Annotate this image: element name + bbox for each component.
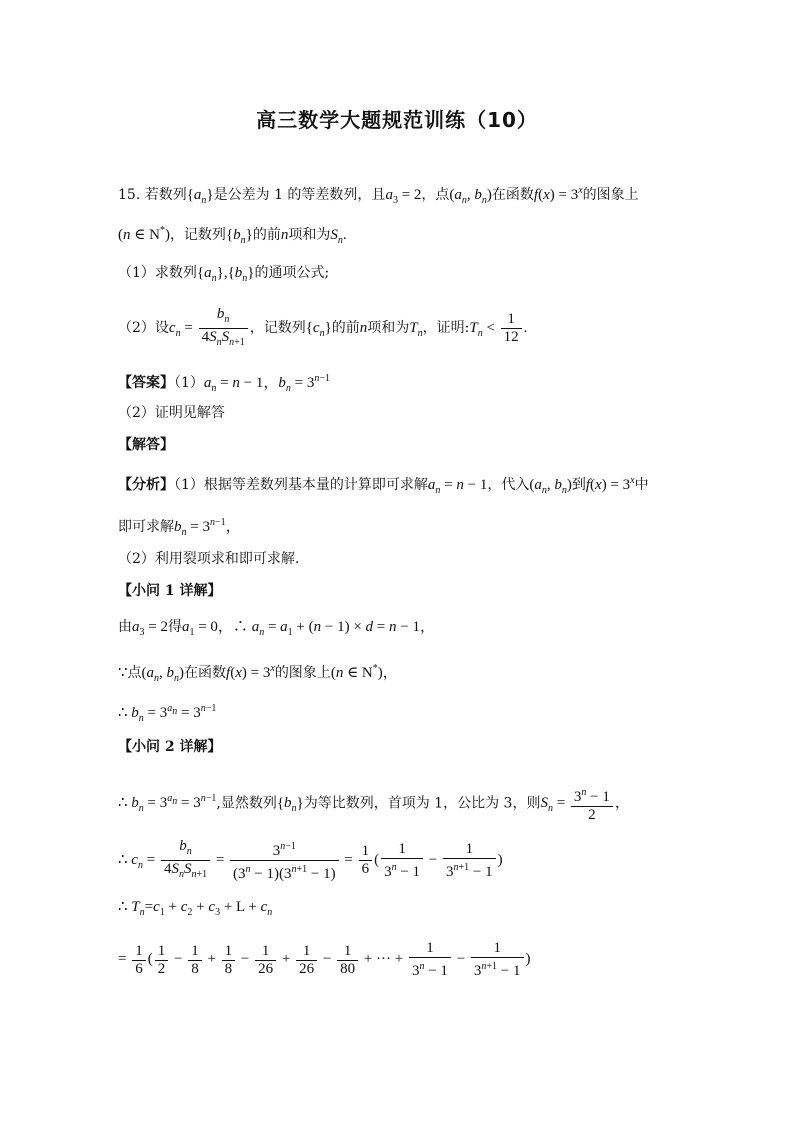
question-1 xyxy=(118,264,329,288)
detail-1-line-1 xyxy=(118,618,435,642)
math-inequality: $T_n$ < $\frac{1}{12}$ . xyxy=(469,311,528,345)
text: 到 xyxy=(571,477,586,493)
text: 项和为 xyxy=(288,227,331,243)
detail-1-label: 【小问 1 详解】 xyxy=(118,583,222,599)
text: 为等比数列，首项为 1，公比为 3，则 xyxy=(303,795,541,812)
math-seqs: $\{a_n\},\{b_n\}$ xyxy=(196,265,255,284)
detail-2-line-1 xyxy=(118,784,630,824)
problem-number: 15. xyxy=(118,187,141,203)
solution-label: 【解答】 xyxy=(118,437,174,453)
detail-1-line-3 xyxy=(118,700,216,728)
math-cn-def: $c_n$ = $\frac{b_n}{4S_nS_{n+1}}$ xyxy=(169,320,250,336)
text: （1） xyxy=(174,375,204,391)
text: 由 xyxy=(118,619,132,635)
detail-2-line-4 xyxy=(118,940,531,980)
text: 的前 xyxy=(331,319,360,336)
text: （1）根据等差数列基本量的计算即可求解 xyxy=(174,477,428,493)
math-answer-1: $a_n = n - 1$，$b_n = 3^{n-1}$ xyxy=(203,373,330,394)
text: 即可求解 xyxy=(118,519,174,535)
math-Sn: $S_n$. xyxy=(330,227,347,246)
math-point: ($a_n$, $b_n$) xyxy=(449,187,492,206)
analysis-line-2 xyxy=(118,514,241,542)
question-2 xyxy=(118,306,527,351)
math-Tn-sum: ∴ $T_n=c_1 + c_2 + c_3 + L + c_n$ xyxy=(118,899,273,918)
analysis-line-3: （2）利用裂项求和即可求解. xyxy=(118,551,300,567)
math-fx: $f(x) = 3^x$ xyxy=(226,663,275,681)
text: ，证明: xyxy=(422,319,470,336)
answer-label: 【答案】 xyxy=(118,375,174,391)
math-n: n xyxy=(359,319,368,336)
problem-line-1 xyxy=(118,182,639,210)
text: 的图象上 xyxy=(274,665,331,681)
math-bn: $b_n = 3^{n-1}$， xyxy=(174,517,241,538)
text: 在函数 xyxy=(491,187,534,203)
because-icon: ∵ xyxy=(118,665,128,681)
math-seq-cn: $\{c_n\}$ xyxy=(305,319,332,339)
text: 在函数 xyxy=(184,665,227,681)
text: （1）求数列 xyxy=(118,265,197,281)
detail-2-line-2 xyxy=(118,838,503,883)
text: 中 xyxy=(634,477,649,493)
math: $a_1 = 0$，∴ $a_n = a_1 + (n - 1) \times d = n - 1$， xyxy=(181,619,435,638)
math-Sn-formula: $S_n$ = $\frac{3^n - 1}{2}$ ， xyxy=(540,795,629,811)
math: (n ∈ N*)， xyxy=(330,663,398,681)
text: 若数列 xyxy=(144,187,187,203)
math: ∴ $b_n = 3^{a_n} = 3^{n-1}$ xyxy=(118,703,217,724)
problem-line-2 xyxy=(118,222,347,250)
math-fx: $f(x) = 3^x$ xyxy=(533,185,583,203)
math-a3: $a_3 = 2$ xyxy=(385,187,422,206)
page-title: 高三数学大题规范训练（10） xyxy=(256,108,538,132)
detail-2-label: 【小问 2 详解】 xyxy=(118,739,222,755)
text: 的通项公式; xyxy=(254,265,330,281)
math-n: n xyxy=(280,227,289,243)
analysis-line-1 xyxy=(118,472,649,500)
text: （2）设 xyxy=(118,319,169,336)
math-an: $a_n = n - 1$ xyxy=(427,477,488,496)
answer-line-2: （2）证明见解答 xyxy=(118,405,225,421)
text: 是公差为 1 的等差数列，且 xyxy=(213,187,386,203)
text: 的图象上 xyxy=(582,187,639,203)
math-n-domain: (n ∈ N*) xyxy=(118,225,170,243)
text: 点 xyxy=(127,665,142,681)
math-Tn: $T_n$ xyxy=(409,319,423,339)
text: 得 xyxy=(167,619,182,635)
text: ，点 xyxy=(421,187,450,203)
detail-2-line-3 xyxy=(118,898,272,922)
math-seq-bn: $\{b_n\}$ xyxy=(276,795,304,815)
math: $a_3 = 2$ xyxy=(132,619,168,638)
text: 项和为 xyxy=(367,319,410,336)
math: ∴ $b_n = 3^{a_n} = 3^{n-1}$ xyxy=(118,793,217,815)
answer-line-1 xyxy=(118,370,330,398)
math-cn-expansion: ∴ $c_n$ = $\frac{b_n}{4S_nS_{n+1}}$ = $\frac{3^{n-1}}{(3^n - 1)(3^{n+1} - 1)}$ = $\frac{1}{6}$ ( $\frac{1}{3^n - 1}$ − $\frac{1}{3^{n+1} - 1}$ ) xyxy=(118,838,503,882)
math-seq-bn: $\{b_n\}$ xyxy=(225,227,253,246)
math-seq-an: $\{a_n\}$ xyxy=(186,187,214,206)
detail-1-line-2 xyxy=(118,660,398,688)
text: 的前 xyxy=(252,227,281,243)
text: ,显然数列 xyxy=(216,795,277,812)
analysis-label: 【分析】 xyxy=(118,477,174,493)
math-point: ($a_n$, $b_n$) xyxy=(529,477,572,496)
math-point: ($a_n$, $b_n$) xyxy=(141,665,185,684)
text: ，记数列 xyxy=(169,227,226,243)
math-telescoping: = $\frac{1}{6}$ ( $\frac{1}{2}$ − $\frac{1}{8}$ + $\frac{1}{8}$ − $\frac{1}{26}$ + $\frac{1}{26}$ − $\frac{1}{80}$ + ··· + $\frac{1}{3^n - 1}$ − $\frac{1}{3^{n+1} - 1}$ ) xyxy=(118,940,531,979)
text: ，代入 xyxy=(487,477,530,493)
math-fx: $f(x) = 3^x$ xyxy=(585,475,635,493)
text: ，记数列 xyxy=(249,319,306,336)
